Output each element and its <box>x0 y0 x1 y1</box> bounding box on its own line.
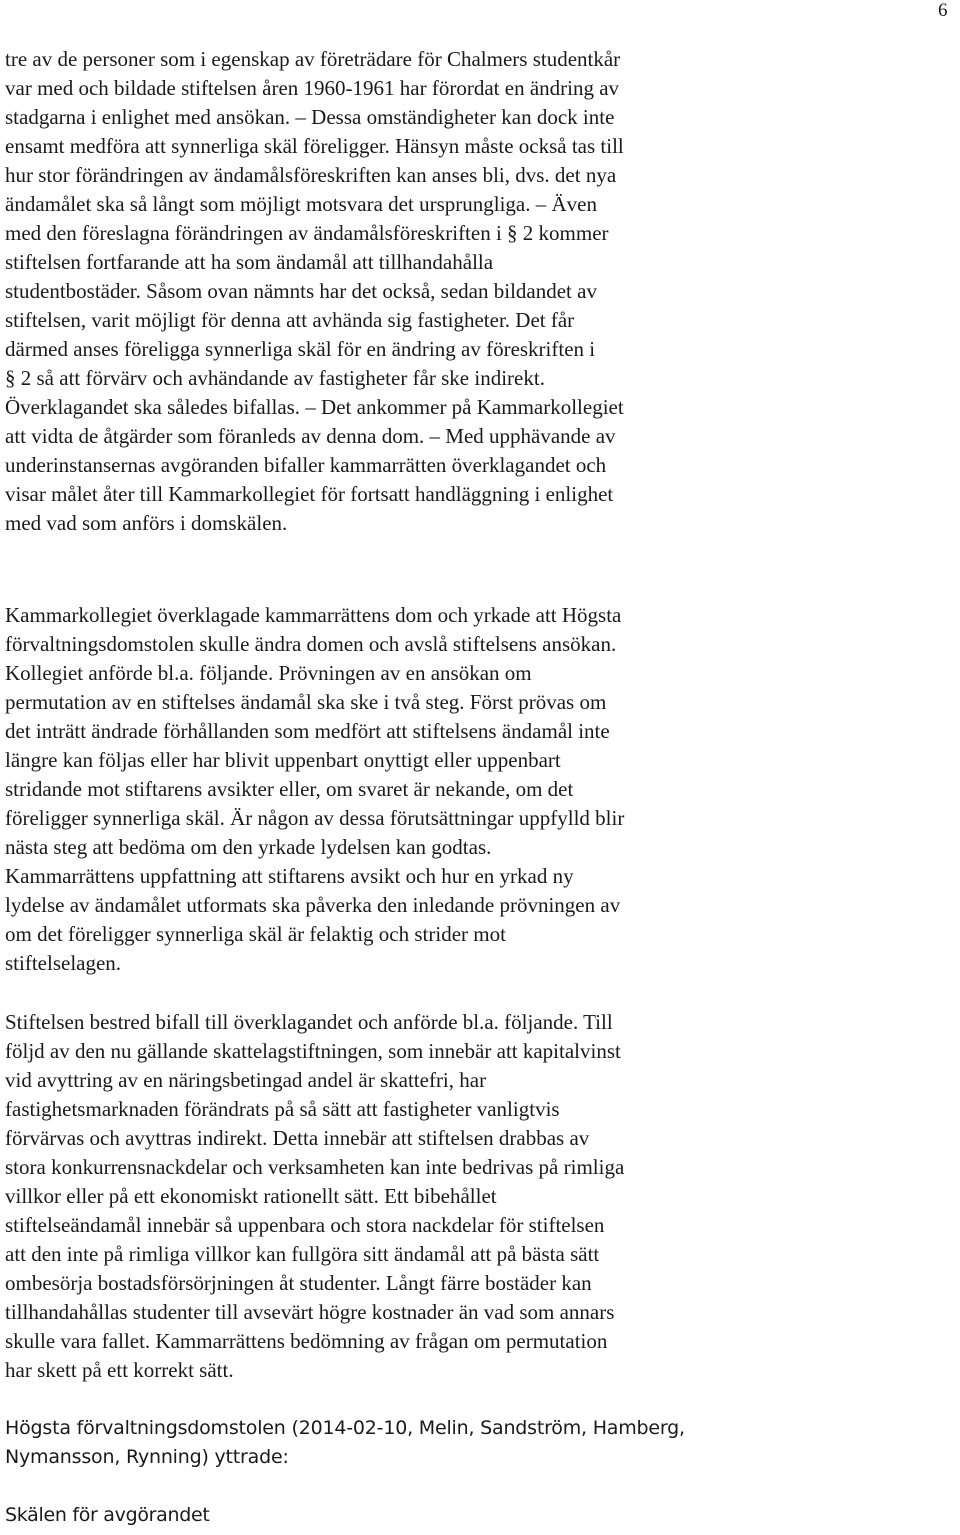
text-line: Kollegiet anförde bl.a. följande. Prövningen av en ansökan om <box>5 661 532 685</box>
text-line: stadgarna i enlighet med ansökan. – Dessa omständigheter kan dock inte <box>5 105 615 129</box>
text-line: stiftelsen fortfarande att ha som ändamål att tillhandahålla <box>5 250 494 274</box>
text-line: ombesörja bostadsförsörjningen åt studenter. Långt färre bostäder kan <box>5 1271 592 1295</box>
text-line: fastighetsmarknaden förändrats på så sätt att fastigheter vanligtvis <box>5 1097 560 1121</box>
text-line: Stiftelsen bestred bifall till överklagandet och anförde bl.a. följande. Till <box>5 1010 613 1034</box>
text-line: stiftelselagen. <box>5 951 122 975</box>
text-line: därmed anses föreligga synnerliga skäl för en ändring av föreskriften i <box>5 337 596 361</box>
text-line: tillhandahållas studenter till avsevärt högre kostnader än vad som annars <box>5 1300 615 1324</box>
text-line: nästa steg att bedöma om den yrkade lydelsen kan godtas. <box>5 835 492 859</box>
paragraph-4 <box>5 1414 955 1472</box>
text-line: villkor eller på ett ekonomiskt rationellt sätt. Ett bibehållet <box>5 1184 497 1208</box>
section-heading <box>5 1501 955 1530</box>
text-line: förvaltningsdomstolen skulle ändra domen och avslå stiftelsens ansökan. <box>5 632 617 656</box>
text-line: att vidta de åtgärder som föranleds av denna dom. – Med upphävande av <box>5 424 616 448</box>
text-line: att den inte på rimliga villkor kan fullgöra sitt ändamål att på bästa sätt <box>5 1242 600 1266</box>
paragraph-1 <box>5 45 955 538</box>
text-line: visar målet åter till Kammarkollegiet för fortsatt handläggning i enlighet <box>5 482 614 506</box>
text-line: stridande mot stiftarens avsikter eller, om svaret är nekande, om det <box>5 777 574 801</box>
text-line: förvärvas och avyttras indirekt. Detta innebär att stiftelsen drabbas av <box>5 1126 590 1150</box>
paragraph-3 <box>5 1008 955 1385</box>
text-line: underinstansernas avgöranden bifaller kammarrätten överklagandet och <box>5 453 607 477</box>
paragraph-2 <box>5 601 955 978</box>
page-number: 6 <box>938 0 948 21</box>
text-line: vid avyttring av en näringsbetingad andel är skattefri, har <box>5 1068 487 1092</box>
text-line: hur stor förändringen av ändamålsföreskriften kan anses bli, dvs. det nya <box>5 163 617 187</box>
text-line: Överklagandet ska således bifallas. – Det ankommer på Kammarkollegiet <box>5 395 624 419</box>
text-line: Nymansson, Rynning) yttrade: <box>5 1446 289 1468</box>
text-line: studentbostäder. Såsom ovan nämnts har det också, sedan bildandet av <box>5 279 597 303</box>
text-line: ensamt medföra att synnerliga skäl föreligger. Hänsyn måste också tas till <box>5 134 624 158</box>
text-line: stiftelsen, varit möjligt för denna att avhända sig fastigheter. Det får <box>5 308 575 332</box>
text-line: ändamålet ska så långt som möjligt motsvara det ursprungliga. – Även <box>5 192 597 216</box>
text-line: § 2 så att förvärv och avhändande av fastigheter får ske indirekt. <box>5 366 545 390</box>
text-line: tre av de personer som i egenskap av företrädare för Chalmers studentkår <box>5 47 621 71</box>
text-line: Kammarkollegiet överklagade kammarrättens dom och yrkade att Högsta <box>5 603 622 627</box>
text-line: med vad som anförs i domskälen. <box>5 511 288 535</box>
text-line: Högsta förvaltningsdomstolen (2014-02-10, Melin, Sandström, Hamberg, <box>5 1417 685 1439</box>
text-line: permutation av en stiftelses ändamål ska ske i två steg. Först prövas om <box>5 690 607 714</box>
text-line: föreligger synnerliga skäl. Är någon av dessa förutsättningar uppfylld blir <box>5 806 625 830</box>
text-line: stiftelseändamål innebär så uppenbara och stora nackdelar för stiftelsen <box>5 1213 605 1237</box>
text-line: längre kan följas eller har blivit uppenbart onyttigt eller uppenbart <box>5 748 561 772</box>
text-line: följd av den nu gällande skattelagstiftningen, som innebär att kapitalvinst <box>5 1039 621 1063</box>
text-line: var med och bildade stiftelsen åren 1960-1961 har förordat en ändring av <box>5 76 620 100</box>
text-line: med den föreslagna förändringen av ändamålsföreskriften i § 2 kommer <box>5 221 609 245</box>
text-line: det inträtt ändrade förhållanden som medfört att stiftelsens ändamål inte <box>5 719 610 743</box>
text-line: lydelse av ändamålet utformats ska påverka den inledande prövningen av <box>5 893 621 917</box>
text-line: om det föreligger synnerliga skäl är felaktig och strider mot <box>5 922 506 946</box>
text-line: Kammarrättens uppfattning att stiftarens avsikt och hur en yrkad ny <box>5 864 574 888</box>
text-line: har skett på ett korrekt sätt. <box>5 1358 234 1382</box>
heading-text: Skälen för avgörandet <box>5 1504 210 1526</box>
text-line: stora konkurrensnackdelar och verksamheten kan inte bedrivas på rimliga <box>5 1155 625 1179</box>
text-line: skulle vara fallet. Kammarrättens bedömning av frågan om permutation <box>5 1329 608 1353</box>
